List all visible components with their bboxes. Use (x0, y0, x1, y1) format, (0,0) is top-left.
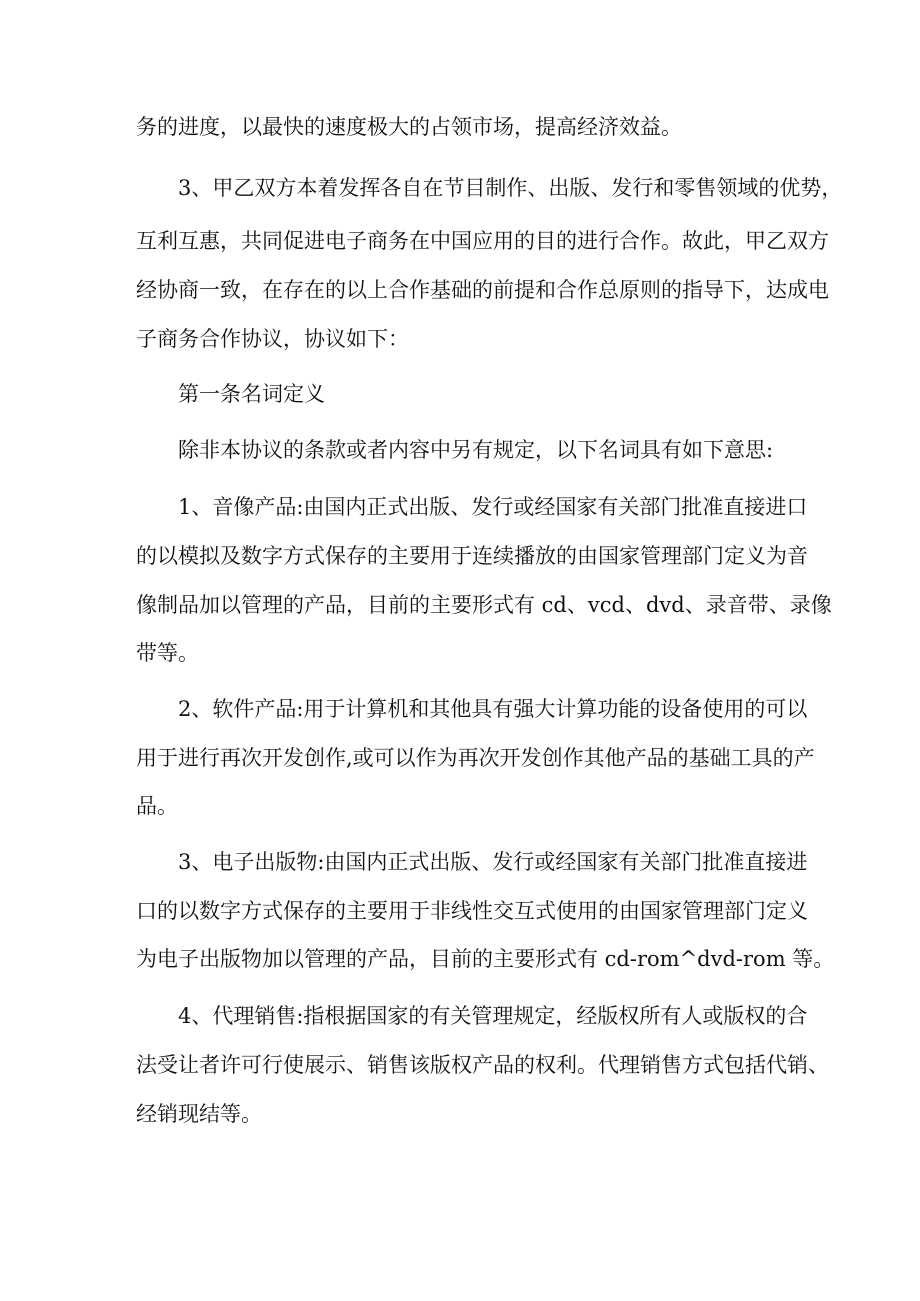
paragraph-line: 1、音像产品:由国内正式出版、发行或经国家有关部门批准直接进口 (178, 495, 808, 519)
paragraph-line: 经销现结等。 (136, 1102, 262, 1126)
paragraph-line: 品。 (136, 794, 178, 818)
paragraph-line: 子商务合作协议，协议如下： (136, 327, 409, 351)
paragraph-line: 用于进行再次开发创作,或可以作为再次开发创作其他产品的基础工具的产 (136, 746, 815, 770)
paragraph-line: 的以模拟及数字方式保存的主要用于连续播放的由国家管理部门定义为音 (136, 544, 808, 568)
section-heading: 第一条名词定义 (178, 382, 325, 406)
paragraph-line: 除非本协议的条款或者内容中另有规定，以下名词具有如下意思: (178, 438, 774, 462)
paragraph-line: 务的进度，以最快的速度极大的占领市场，提高经济效益。 (136, 115, 682, 139)
paragraph-line: 4、代理销售:指根据国家的有关管理规定，经版权所有人或版权的合 (178, 1004, 808, 1028)
paragraph-line: 2、软件产品:用于计算机和其他具有强大计算功能的设备使用的可以 (178, 697, 808, 721)
paragraph-line: 法受让者许可行使展示、销售该版权产品的权利。代理销售方式包括代销、 (136, 1053, 829, 1077)
paragraph-line: 带等。 (136, 641, 199, 665)
paragraph-line: 3、电子出版物:由国内正式出版、发行或经国家有关部门批准直接进 (178, 850, 808, 874)
paragraph-line: 为电子出版物加以管理的产品，目前的主要形式有 cd-rom^dvd-rom 等。 (136, 947, 835, 971)
paragraph-line: 经协商一致，在存在的以上合作基础的前提和合作总原则的指导下，达成电 (136, 278, 829, 302)
paragraph-line: 3、甲乙双方本着发挥各自在节目制作、出版、发行和零售领域的优势， (178, 176, 843, 200)
paragraph-line: 像制品加以管理的产品，目前的主要形式有 cd、vcd、dvd、录音带、录像 (136, 593, 832, 617)
paragraph-line: 互利互惠，共同促进电子商务在中国应用的目的进行合作。故此，甲乙双方 (136, 229, 829, 253)
paragraph-line: 口的以数字方式保存的主要用于非线性交互式使用的由国家管理部门定义 (136, 899, 808, 923)
